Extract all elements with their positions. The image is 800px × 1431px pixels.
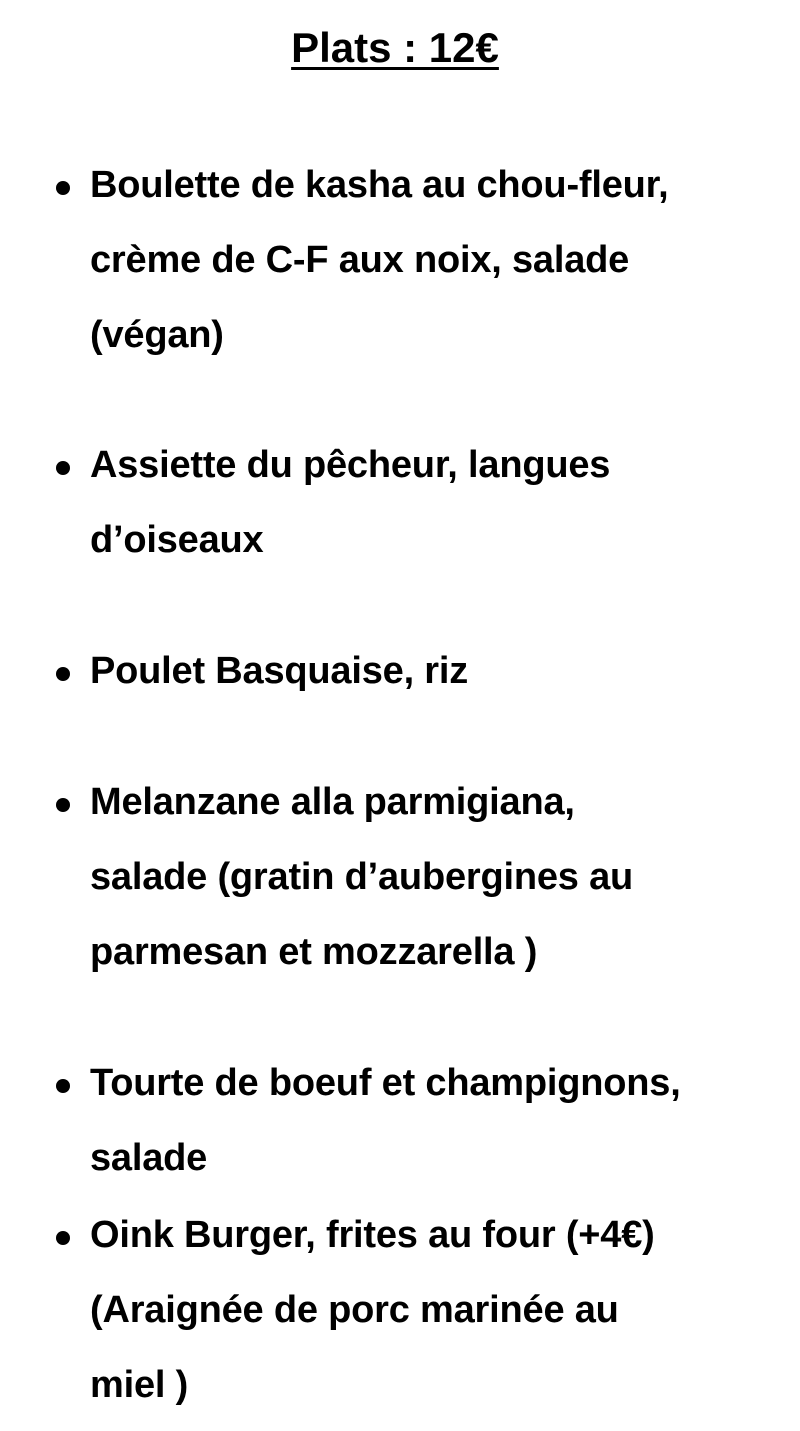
- menu-title: Plats : 12€: [291, 24, 499, 71]
- menu-item-text: [90, 148, 770, 373]
- bullet-icon: [56, 667, 70, 681]
- menu-item-line: salade: [90, 1137, 208, 1179]
- menu-item-line: d’oiseaux: [90, 519, 264, 561]
- menu-item-line: Melanzane alla parmigiana,: [90, 781, 575, 823]
- bullet-icon: [56, 461, 70, 475]
- bullet-icon: [56, 798, 70, 812]
- menu-item-text: [90, 634, 770, 709]
- menu-item-text: [90, 428, 770, 578]
- menu-item-line: Boulette de kasha au chou-fleur,: [90, 164, 669, 206]
- bullet-icon: [56, 181, 70, 195]
- bullet-icon: [56, 1079, 70, 1093]
- menu-item-line: parmesan et mozzarella ): [90, 931, 538, 973]
- bullet-icon: [56, 1231, 70, 1245]
- menu-item-text: [90, 1198, 770, 1423]
- menu-item-line: Assiette du pêcheur, langues: [90, 444, 611, 486]
- menu-item-text: [90, 1046, 770, 1196]
- menu-item-line: crème de C-F aux noix, salade: [90, 239, 630, 281]
- menu-item-line: salade (gratin d’aubergines au: [90, 856, 634, 898]
- menu-item-line: miel ): [90, 1364, 189, 1406]
- menu-item-line: (Araignée de porc marinée au: [90, 1289, 619, 1331]
- menu-item-line: Tourte de boeuf et champignons,: [90, 1062, 681, 1104]
- menu-item-line: Poulet Basquaise, riz: [90, 650, 469, 692]
- menu-item-text: [90, 765, 770, 990]
- menu-item-line: Oink Burger, frites au four (+4€): [90, 1214, 655, 1256]
- menu-item-line: (végan): [90, 314, 224, 356]
